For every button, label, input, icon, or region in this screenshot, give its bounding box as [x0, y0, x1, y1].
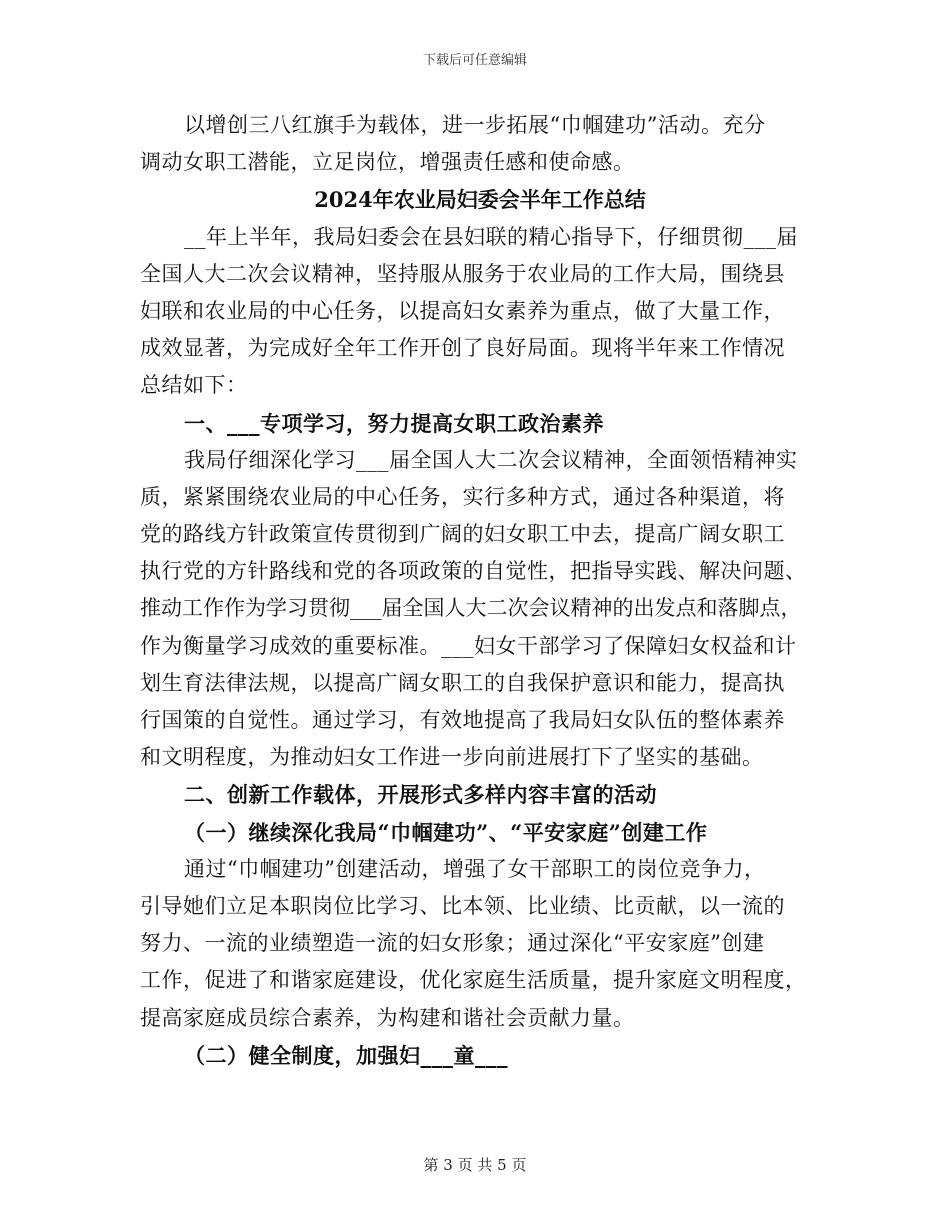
paragraph-line: 通过“巾帼建功”创建活动，增强了女干部职工的岗位竞争力， — [184, 856, 766, 881]
paragraph-line: 推动工作作为学习贯彻___届全国人大二次会议精神的出发点和落脚点， — [140, 596, 802, 621]
paragraph-line: 划生育法律法规，以提高广阔女职工的自我保护意识和能力，提高执 — [140, 670, 785, 695]
paragraph-line: 妇联和农业局的中心任务，以提高妇女素养为重点，做了大量工作， — [140, 298, 785, 323]
paragraph-line: 调动女职工潜能，立足岗位，增强责任感和使命感。 — [140, 150, 635, 175]
page-number-footer: 第 3 页 共 5 页 — [423, 1156, 527, 1174]
paragraph-line: 我局仔细深化学习___届全国人大二次会议精神，全面领悟精神实 — [184, 447, 798, 472]
paragraph-line: 执行党的方针路线和党的各项政策的自觉性，把指导实践、解决问题、 — [140, 559, 807, 584]
paragraph-line: 工作，促进了和谐家庭建设，优化家庭生活质量，提升家庭文明程度， — [140, 968, 807, 993]
section-heading: 二、创新工作载体，开展形式多样内容丰富的活动 — [184, 782, 657, 808]
paragraph-line: 以增创三八红旗手为载体，进一步拓展“巾帼建功”活动。充分 — [184, 113, 766, 137]
paragraph-line: 成效显著，为完成好全年工作开创了良好局面。现将半年来工作情况 — [140, 336, 785, 361]
paragraph-line: 努力、一流的业绩塑造一流的妇女形象；通过深化“平安家庭”创建 — [140, 931, 765, 956]
paragraph-line: 提高家庭成员综合素养，为构建和谐社会贡献力量。 — [140, 1005, 635, 1030]
paragraph-line: 行国策的自觉性。通过学习，有效地提高了我局妇女队伍的整体素养 — [140, 708, 785, 732]
paragraph-line: 质，紧紧围绕农业局的中心任务，实行多种方式，通过各种渠道，将 — [140, 484, 785, 509]
subsection-heading: （二）健全制度，加强妇___童___ — [184, 1042, 508, 1068]
document-title: 2024年农业局妇委会半年工作总结 — [314, 187, 646, 213]
section-heading: 一、___专项学习，努力提高女职工政治素养 — [184, 410, 604, 436]
page-header: 下载后可任意编辑 — [422, 53, 527, 68]
paragraph-line: 引导她们立足本职岗位比学习、比本领、比业绩、比贡献，以一流的 — [140, 893, 785, 918]
subsection-heading: （一）继续深化我局“巾帼建功”、“平安家庭”创建工作 — [184, 819, 708, 845]
paragraph-line: 总结如下： — [140, 373, 248, 398]
document-body — [140, 107, 820, 1074]
paragraph-line: 作为衡量学习成效的重要标准。___妇女干部学习了保障妇女权益和计 — [140, 633, 797, 658]
paragraph-line: 党的路线方针政策宣传贯彻到广阔的妇女职工中去，提高广阔女职工 — [140, 522, 785, 547]
paragraph-line: __年上半年，我局妇委会在县妇联的精心指导下，仔细贯彻___届 — [184, 224, 798, 249]
paragraph-line: 全国人大二次会议精神，坚持服从服务于农业局的工作大局，围绕县 — [140, 261, 785, 286]
paragraph-line: 和文明程度，为推动妇女工作进一步向前进展打下了坚实的基础。 — [140, 745, 764, 770]
